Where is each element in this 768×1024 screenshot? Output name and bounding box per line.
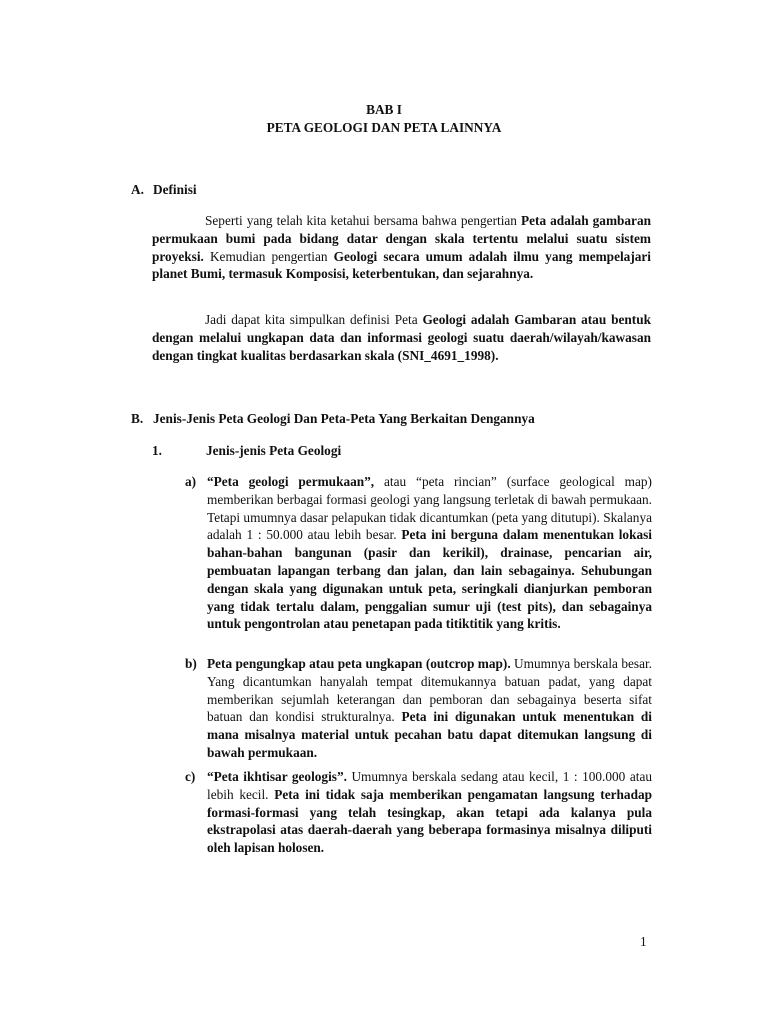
item-c-bold-1: “Peta ikhtisar geologis”.	[207, 769, 347, 784]
item-c-bold-2: Peta ini tidak saja memberikan pengamatan langsung terhadap formasi-formasi yang telah tesingkap, akan tetapi ada kalanya pula ekstrapolasi atas daerah-daerah yang beberapa formasinya misalnya diliputi oleh lapisan holosen.	[207, 786, 653, 856]
definition-paragraph-1	[152, 212, 651, 283]
subsection-1-number: 1.	[152, 443, 162, 458]
page-number: 1	[640, 934, 647, 949]
section-b-label: B.	[131, 411, 144, 426]
chapter-label: BAB I	[366, 102, 402, 117]
item-a-text-1: atau “peta rincian” (surface geological map) memberikan berbagai formasi geologi yang langsung terletak di bawah permukaan. Tetapi umumnya dasar pelapukan tidak dicantumkan (peta yang ditutupi). Skalanya adalah 1 : 50.000 atau lebih besar.	[207, 474, 652, 543]
definition-p2-bold-1: Geologi adalah Gambaran atau bentuk dengan melalui ungkapan data dan informasi geologi suatu daerah/wilayah/kawasan dengan tingkat kualitas berdasarkan skala (SNI_4691_1998).	[152, 312, 651, 363]
list-item-b-body	[207, 655, 652, 762]
item-a-bold-2: Peta ini berguna dalam menentukan lokasi bahan-bahan bangunan (pasir dan kerikil), drainase, pencarian air, pembuatan lapangan terbang dan jalan, dan lain sebagainya. Sehubungan dengan skala yang digunakan untuk peta, seringkali dianjurkan pemboran yang tidak tertalu dalam, penggalian sumur uji (test pits), dan sebagainya untuk pengontrolan atau penetapan pada titiktitik yang kritis.	[207, 527, 652, 632]
section-a-heading	[131, 181, 197, 199]
chapter-title: PETA GEOLOGI DAN PETA LAINNYA	[266, 120, 502, 135]
item-b-bold-1: Peta pengungkap atau peta ungkapan (outcrop map).	[207, 656, 511, 671]
list-item-b-marker: b)	[185, 656, 197, 671]
definition-p2-text-1: Jadi dapat kita simpulkan definisi Peta	[205, 312, 423, 327]
definition-p1-text-2: Kemudian pengertian	[203, 248, 334, 264]
subsection-1-heading	[152, 442, 341, 460]
item-c-text-1: Umumnya berskala sedang atau kecil, 1 : 100.000 atau lebih kecil.	[207, 769, 652, 802]
section-a-title: Definisi	[153, 182, 197, 197]
definition-paragraph-2	[152, 311, 651, 364]
definition-p1-bold-1: Peta adalah gambaran permukaan bumi pada bidang datar dengan skala tertentu melalui suatu sistem proyeksi.	[152, 213, 652, 264]
definition-p1-text-1: Seperti yang telah kita ketahui bersama bahwa pengertian	[205, 213, 521, 228]
section-b-title: Jenis-Jenis Peta Geologi Dan Peta-Peta Yang Berkaitan Dengannya	[153, 411, 535, 426]
list-item-c-body	[207, 768, 652, 857]
item-b-bold-2: Peta ini digunakan untuk menentukan di mana misalnya material untuk pecahan batu dapat ditemukan langsung di bawah permukaan.	[207, 709, 652, 760]
list-item-c-marker: c)	[185, 769, 196, 784]
definition-p1-bold-2: Geologi secara umum adalah ilmu yang mempelajari planet Bumi, termasuk Komposisi, keterbentukan, dan sejarahnya.	[152, 248, 651, 282]
list-item-a-marker: a)	[185, 474, 197, 489]
list-item-a-body	[207, 473, 652, 633]
item-b-text-1: Umumnya berskala besar. Yang dicantumkan hanyalah tempat ditemukannya batuan padat, yang dapat memberikan sejumlah keterangan dan pemboran dan sebagainya beserta sifat batuan dan kondisi strukturalnya.	[207, 656, 652, 725]
item-a-bold-1: “Peta geologi permukaan”,	[207, 474, 375, 489]
subsection-1-title: Jenis-jenis Peta Geologi	[206, 443, 342, 458]
section-b-heading	[131, 410, 535, 428]
section-a-label: A.	[131, 182, 144, 197]
